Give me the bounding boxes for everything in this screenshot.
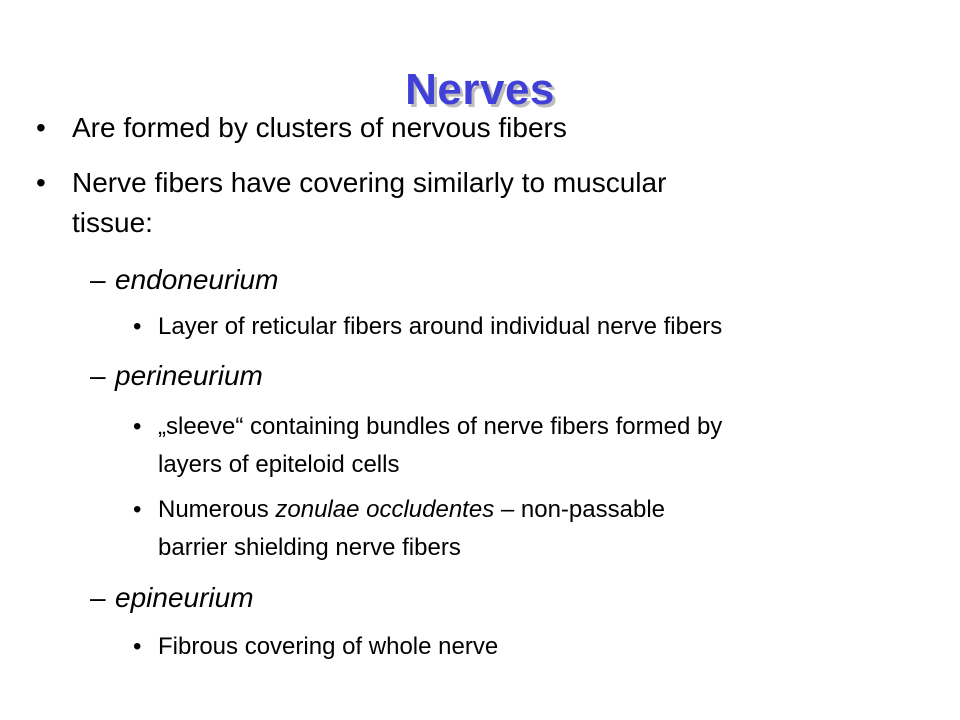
- bullet-text: Are formed by clusters of nervous fibers: [72, 112, 567, 143]
- dash-marker: –: [90, 264, 106, 295]
- dash-marker: –: [90, 582, 106, 613]
- emphasis-text: zonulae occludentes: [275, 496, 495, 523]
- text-segment: Numerous: [158, 496, 276, 523]
- sub-bullet-text: [158, 493, 665, 527]
- slide-title: Nerves: [405, 65, 555, 114]
- sub-heading-endoneurium: endoneurium: [115, 264, 279, 295]
- sub-bullet-text: Fibrous covering of whole nerve: [158, 633, 499, 660]
- sub-heading-epineurium: epineurium: [115, 582, 254, 613]
- sub-bullet-text: „sleeve“ containing bundles of nerve fibers formed by: [158, 413, 723, 440]
- sub-heading-perineurium: perineurium: [115, 360, 263, 391]
- sub-bullet-text-continued: barrier shielding nerve fibers: [158, 534, 461, 561]
- bullet-marker: •: [36, 112, 46, 143]
- text-segment: – non-passable: [494, 496, 665, 523]
- sub-bullet-marker: •: [133, 413, 142, 440]
- sub-bullet-text-continued: layers of epiteloid cells: [158, 451, 400, 478]
- bullet-text: Nerve fibers have covering similarly to muscular: [72, 167, 667, 198]
- bullet-text-continued: tissue:: [72, 207, 153, 238]
- sub-bullet-text: Layer of reticular fibers around individual nerve fibers: [158, 313, 723, 340]
- sub-bullet-marker: •: [133, 633, 142, 660]
- dash-marker: –: [90, 360, 106, 391]
- bullet-marker: •: [36, 167, 46, 198]
- sub-bullet-marker: •: [133, 496, 142, 523]
- sub-bullet-marker: •: [133, 313, 142, 340]
